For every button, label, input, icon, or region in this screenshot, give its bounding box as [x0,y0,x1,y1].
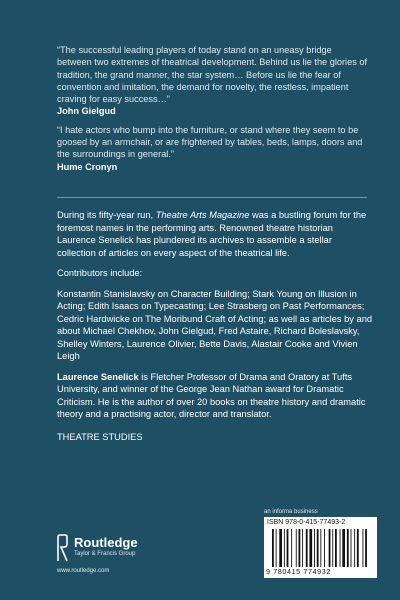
description-section [57,209,373,451]
quote-text: “The successful leading players of today stand on an uneasy bridge between two extremes of theatrical development. Behind us lie the glories of tradition, the grand manner, the star system… Before us lie the fear of convention and imitation, the demand for novelty, the restless, impatient craving for easy success…” [57,45,367,105]
intro-before: During its fifty-year run, [57,210,156,220]
quote-text: “I hate actors who bump into the furniture, or stand where they seem to be goosed by an armchair, or are frightened by tables, beds, lamps, doors and the surroundings in general.” [57,124,363,160]
author-bio-paragraph [57,371,373,421]
intro-paragraph [57,209,373,259]
barcode [264,517,377,578]
author-bio: is Fletcher Professor of Drama and Oratory at Tufts University, and winner of the George Jean Nathan award for Dramatic Criticism. He is the author of over 20 books on theatre history and dramatic theory and a practising actor, director and translator. [57,371,366,419]
quotes-section [57,44,367,179]
isbn-label: ISBN 978-0-415-77493-2 [267,519,346,526]
magazine-title: Theatre Arts Magazine [155,210,250,220]
quote-author: Hume Cronyn [57,161,118,172]
informa-business-label: an informa business [264,509,318,515]
publisher-subtitle: Taylor & Francis Group [74,551,136,557]
section-divider [57,197,367,198]
publisher-url: www.routledge.com [57,568,110,574]
routledge-logo-icon [57,534,68,562]
author-name: Laurence Senelick [57,371,139,382]
intro-after: was a bustling forum for the foremost names in the performing arts. Renowned theatre historian Laurence Senelick has plundered its archives to assemble a stellar collection of articles on every aspect of the theatrical life. [57,210,367,258]
barcode-bars-icon [272,529,373,567]
quote-author: John Gielgud [57,106,116,117]
publisher-name: Routledge [74,535,138,550]
contributors-list: Konstantin Stanislavsky on Character Building; Stark Young on Illusion in Acting; Edith Isaacs on Typecasting; Lee Strasberg on Past Performances; Cedric Hardwicke on The Moribund Craft of Acting; as well as articles by and about Michael Chekhov, John Gielgud, Fred Astaire, Richard Boleslavsky, Shelley Winters, Laurence Olivier, Bette Davis, Alastair Cooke and Vivien Leigh [57,288,373,361]
contributors-heading: Contributors include: [57,268,143,278]
subject-category: THEATRE STUDIES [57,431,143,442]
barcode-digits: 9 780415 774932 [266,567,331,576]
